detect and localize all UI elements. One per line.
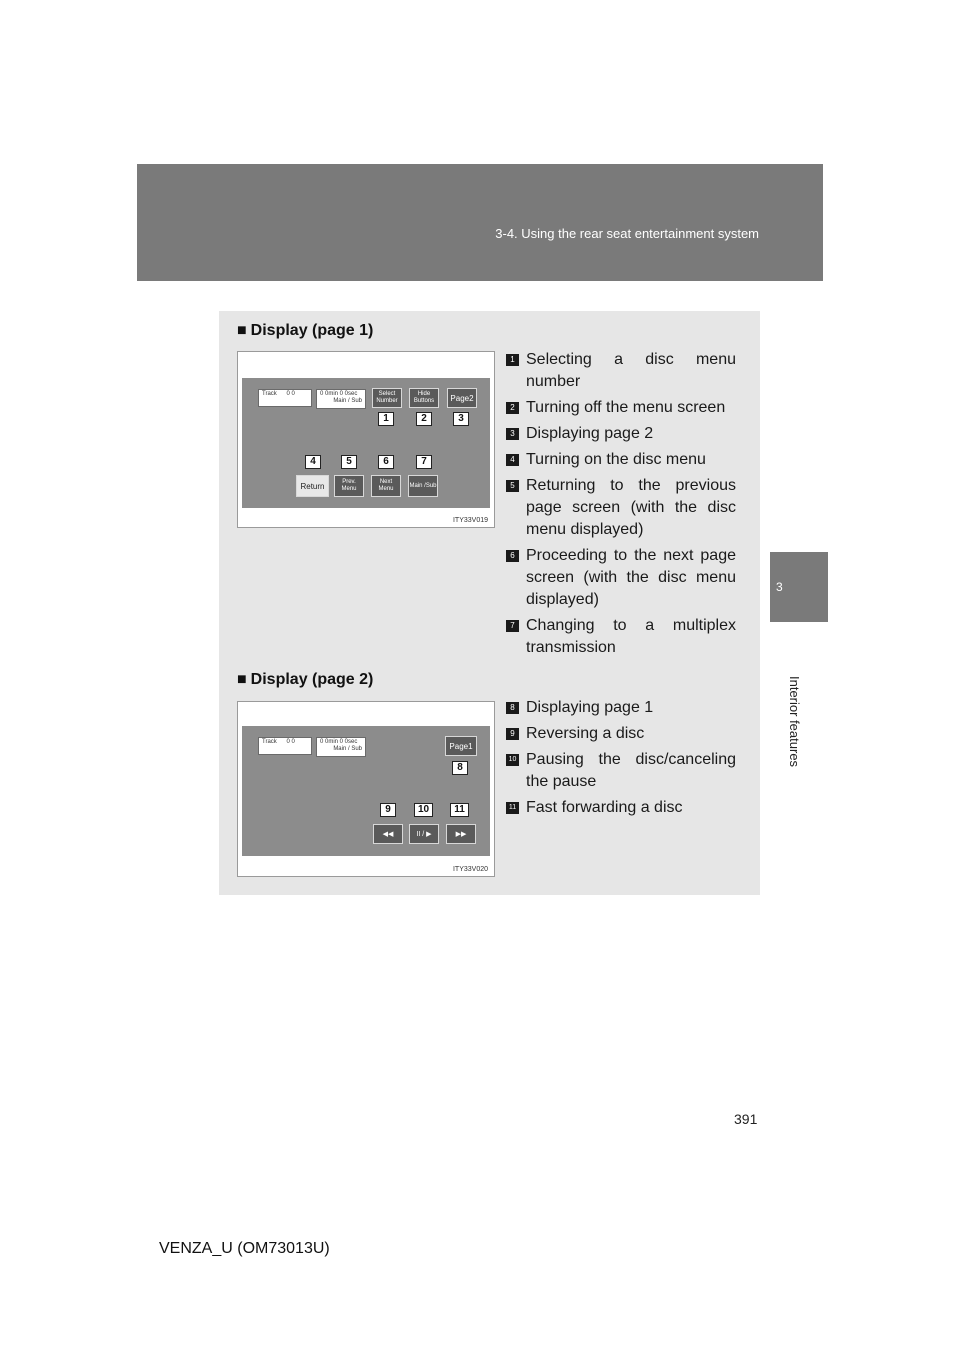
legend-text: Changing to a multiplex transmission	[526, 617, 736, 656]
prev-menu-button[interactable]: Prev. Menu	[334, 475, 364, 497]
return-button[interactable]: Return	[296, 475, 329, 497]
legend-marker: 11	[506, 802, 519, 814]
legend-item	[506, 423, 736, 445]
time-value: 0 0min 0 0sec	[320, 391, 358, 397]
callout-4: 4	[305, 455, 321, 469]
track-label: Track	[262, 391, 277, 397]
callout-7: 7	[416, 455, 432, 469]
legend-item	[506, 615, 736, 659]
section-heading-page1	[237, 322, 373, 340]
track-box	[258, 737, 312, 755]
hide-buttons-button[interactable]: Hide Buttons	[409, 388, 439, 408]
chapter-header	[137, 164, 823, 281]
heading-bullet: ■	[237, 322, 247, 339]
legend-marker: 4	[506, 454, 519, 466]
legend-item	[506, 349, 736, 393]
legend-item	[506, 545, 736, 611]
audio-value: Main / Sub	[333, 398, 362, 404]
page2-button[interactable]: Page2	[447, 388, 477, 408]
figure-page1	[237, 351, 495, 528]
legend-marker: 9	[506, 728, 519, 740]
legend-item	[506, 797, 736, 819]
legend-item	[506, 749, 736, 793]
page-number: 391	[734, 1111, 758, 1127]
audio-value: Main / Sub	[333, 746, 362, 752]
select-number-button[interactable]: Select Number	[372, 388, 402, 408]
callout-3: 3	[453, 412, 469, 426]
legend-item	[506, 397, 736, 419]
legend-page2	[506, 697, 736, 823]
reverse-button[interactable]: ◀◀	[373, 824, 403, 844]
manual-code: VENZA_U (OM73013U)	[159, 1240, 330, 1257]
legend-item	[506, 449, 736, 471]
figure-code: ITY33V020	[452, 866, 488, 873]
heading-text: Display (page 2)	[250, 671, 374, 688]
legend-marker: 8	[506, 702, 519, 714]
legend-item	[506, 723, 736, 745]
legend-marker: 2	[506, 402, 519, 414]
legend-marker: 5	[506, 480, 519, 492]
legend-item	[506, 697, 736, 719]
display-screen	[242, 726, 490, 856]
legend-text: Fast forwarding a disc	[526, 799, 683, 816]
callout-5: 5	[341, 455, 357, 469]
track-value: 0 0	[286, 391, 295, 397]
legend-text: Reversing a disc	[526, 725, 645, 742]
track-box	[258, 389, 312, 407]
track-value: 0 0	[286, 739, 295, 745]
track-label: Track	[262, 739, 277, 745]
chapter-tab-label: Interior features	[787, 676, 802, 768]
figure-code: ITY33V019	[452, 517, 488, 524]
callout-1: 1	[378, 412, 394, 426]
legend-marker: 10	[506, 754, 519, 766]
legend-marker: 3	[506, 428, 519, 440]
callout-2: 2	[416, 412, 432, 426]
callout-11: 11	[450, 803, 469, 817]
time-value: 0 0min 0 0sec	[320, 739, 358, 745]
legend-text: Returning to the previous page screen (with the disc menu displayed)	[526, 477, 736, 538]
legend-marker: 7	[506, 620, 519, 632]
pause-play-button[interactable]: II / ▶	[409, 824, 439, 844]
main-sub-button[interactable]: Main /Sub	[408, 475, 438, 497]
callout-6: 6	[378, 455, 394, 469]
legend-text: Selecting a disc menu number	[526, 351, 736, 390]
callout-8: 8	[452, 761, 468, 775]
legend-page1	[506, 349, 736, 663]
legend-item	[506, 475, 736, 541]
section-heading-page2	[237, 671, 373, 689]
legend-marker: 1	[506, 354, 519, 366]
legend-text: Pausing the disc/canceling the pause	[526, 751, 736, 790]
callout-10: 10	[414, 803, 433, 817]
legend-text: Displaying page 2	[526, 425, 654, 442]
legend-text: Displaying page 1	[526, 699, 654, 716]
callout-9: 9	[380, 803, 396, 817]
fast-forward-button[interactable]: ▶▶	[446, 824, 476, 844]
legend-text: Turning on the disc menu	[526, 451, 706, 468]
legend-text: Turning off the menu screen	[526, 399, 726, 416]
chapter-title: 3-4. Using the rear seat entertainment system	[495, 226, 759, 241]
page1-button[interactable]: Page1	[445, 736, 477, 756]
next-menu-button[interactable]: Next Menu	[371, 475, 401, 497]
time-box	[316, 389, 366, 409]
figure-page2	[237, 701, 495, 877]
display-screen	[242, 378, 490, 508]
heading-bullet: ■	[237, 671, 247, 688]
legend-marker: 6	[506, 550, 519, 562]
chapter-tab	[770, 552, 828, 622]
legend-text: Proceeding to the next page screen (with the disc menu displayed)	[526, 547, 736, 608]
time-box	[316, 737, 366, 757]
chapter-tab-number: 3	[776, 580, 783, 594]
heading-text: Display (page 1)	[250, 322, 374, 339]
